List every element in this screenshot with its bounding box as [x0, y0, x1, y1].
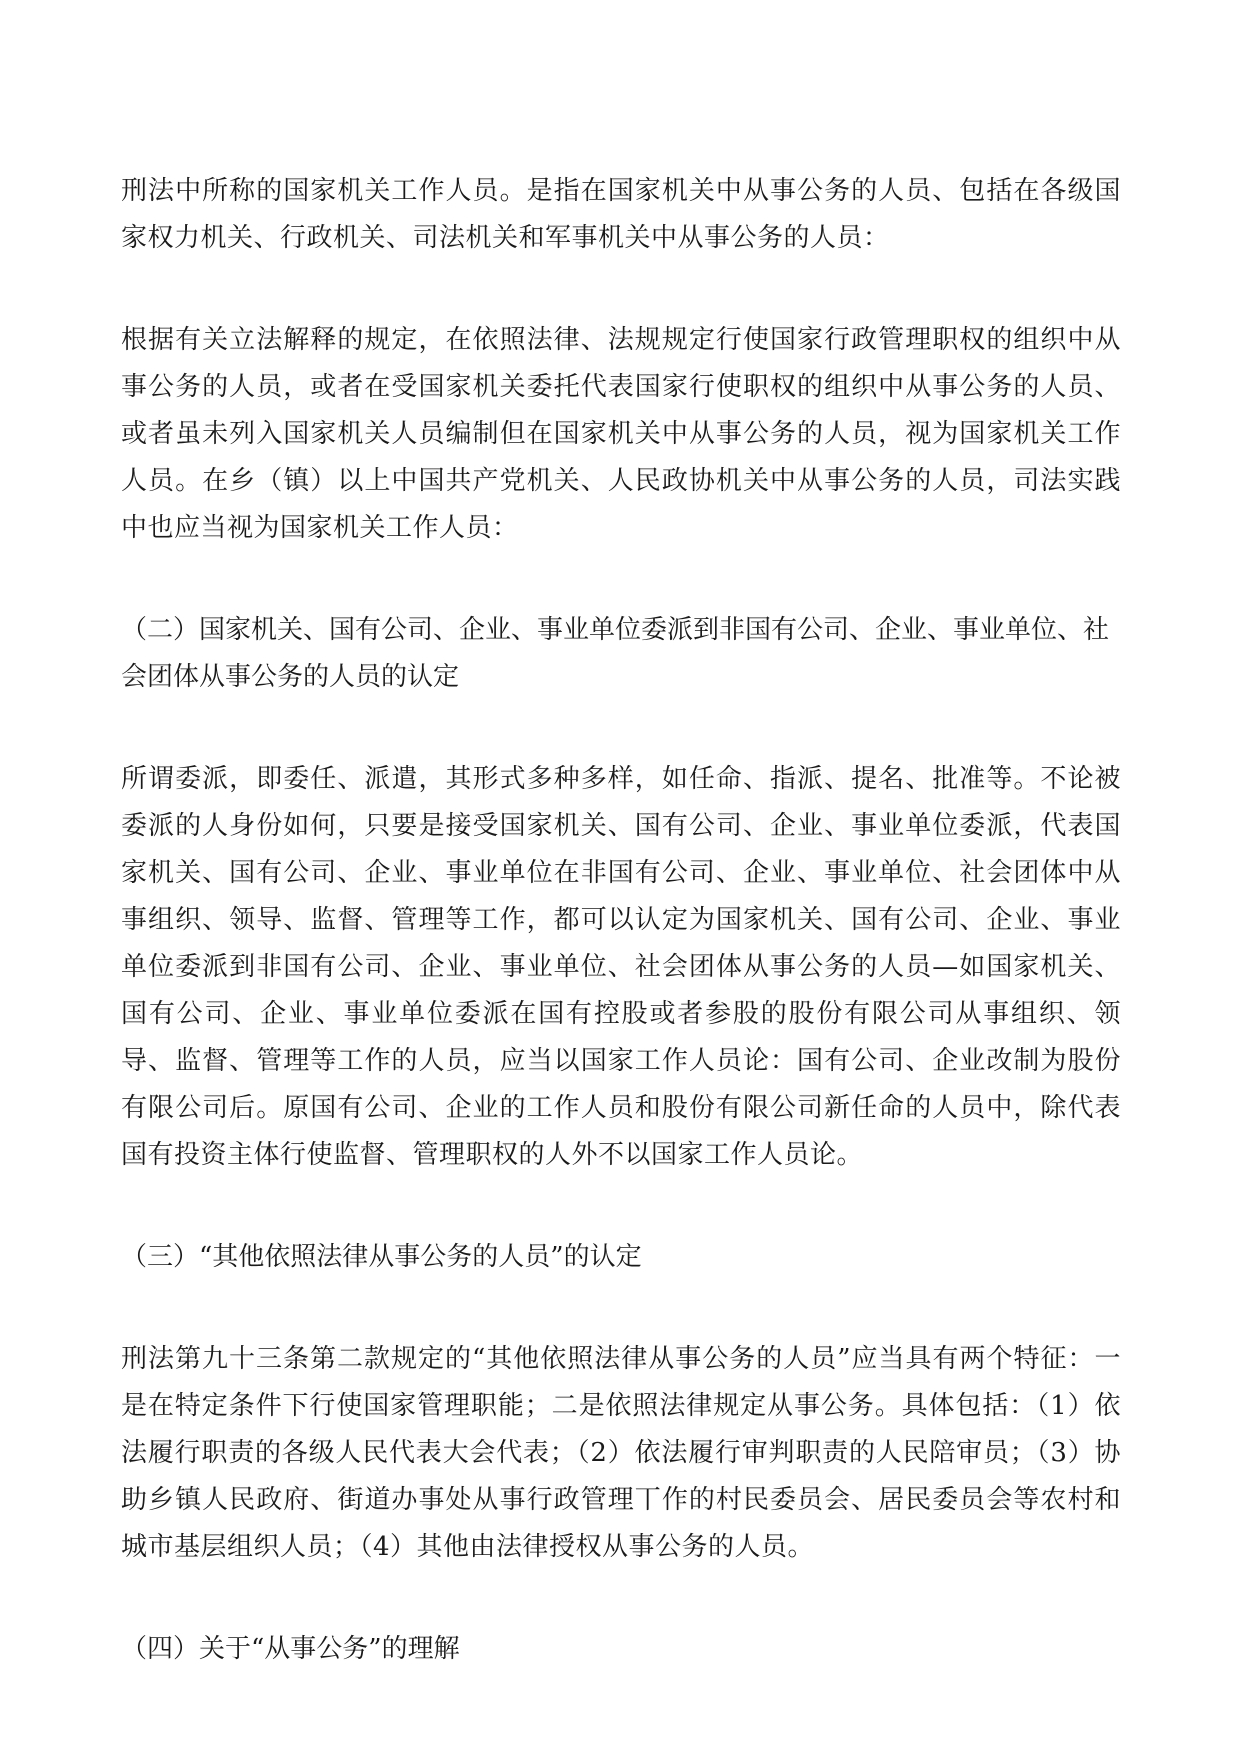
paragraph-state-organ-staff: 刑法中所称的国家机关工作人员。是指在国家机关中从事公务的人员、包括在各级国家权力机关、行政机关、司法机关和军事机关中从事公务的人员： [121, 176, 1121, 253]
section-heading-2: （二）国家机关、国有公司、企业、事业单位委派到非国有公司、企业、事业单位、社会团体从事公务的人员的认定 [121, 615, 1110, 692]
paragraph-gap [121, 262, 1121, 317]
paragraph-gap [121, 1571, 1121, 1626]
paragraph-gap [121, 1179, 1121, 1234]
paragraph-other-public-duty: 刑法第九十三条第二款规定的“其他依照法律从事公务的人员”应当具有两个特征：一是在特定条件下行使国家管理职能；二是依照法律规定从事公务。具体包括：（1）依法履行职责的各级人民代表大会代表；（2）依法履行审判职责的人民陪审员；（3）协助乡镇人民政府、街道办事处从事行政管理丅作的村民委员会、居民委员会等农村和城市基层组织人员；（4）其他由法律授权从事公务的人员。 [121, 1344, 1121, 1562]
paragraph-appointment: 所谓委派，即委任、派遣，其形式多种多样，如任命、指派、提名、批准等。不论被委派的人身份如何，只要是接受国家机关、国有公司、企业、事业单位委派，代表国家机关、国有公司、企业、事业单位在非国有公司、企业、事业单位、社会团体中从事组织、领导、监督、管理等工作，都可以认定为国家机关、国有公司、企业、事业单位委派到非国有公司、企业、事业单位、社会团体从事公务的人员—如国家机关、国有公司、企业、事业单位委派在国有控股或者参股的股份有限公司从事组织、领导、监督、管理等工作的人员，应当以国家工作人员论：国有公司、企业改制为股份有限公司后。原国有公司、企业的工作人员和股份有限公司新任命的人员中，除代表国有投资主体行使监督、管理职权的人外不以国家工作人员论。 [121, 764, 1121, 1170]
paragraph-gap [121, 1281, 1121, 1336]
paragraph-legislative-interpretation: 根据有关立法解释的规定，在依照法律、法规规定行使国家行政管理职权的组织中从事公务的人员，或者在受国家机关委托代表国家行使职权的组织中从事公务的人员、或者虽未列入国家机关人员编制但在国家机关中从事公务的人员，视为国家机关工作人员。在乡（镇）以上中国共产党机关、人民政协机关中从事公务的人员，司法实践中也应当视为国家机关工作人员： [121, 325, 1121, 543]
paragraph-gap [121, 552, 1121, 607]
section-heading-4: （四）关于“从事公务”的理解 [121, 1634, 460, 1664]
paragraph-gap [121, 701, 1121, 756]
section-heading-3: （三）“其他依照法律从事公务的人员”的认定 [121, 1242, 642, 1272]
document-page [121, 168, 1121, 1673]
